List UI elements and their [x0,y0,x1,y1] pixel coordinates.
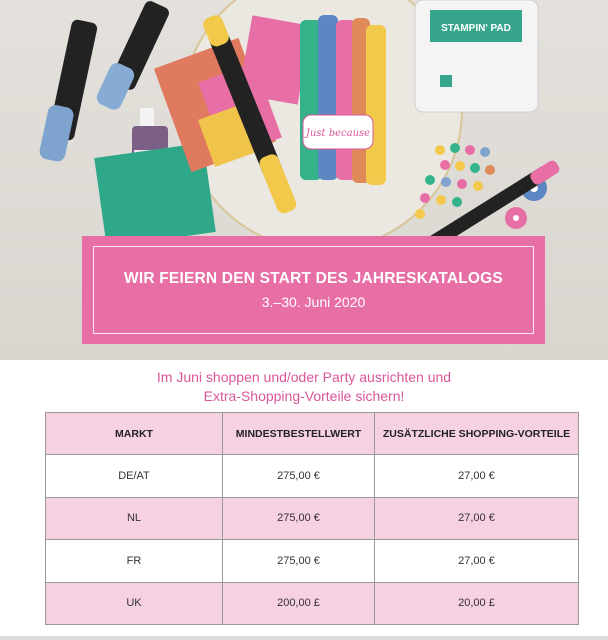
cell-min-order: 275,00 € [223,497,375,540]
blue-strip [318,15,338,180]
blue-marker-2 [94,0,171,112]
cell-min-order: 275,00 € [223,540,375,583]
banner-frame [93,246,534,334]
table-header-row [46,413,579,455]
header-shopping-vorteile: ZUSÄTZLICHE SHOPPING-VORTEILE [375,413,579,455]
cell-market: NL [46,497,223,540]
stamp-pad-label: STAMPIN' PAD [441,23,511,34]
cell-benefit: 20,00 £ [375,582,579,625]
table-row [46,540,579,583]
cell-benefit: 27,00 € [375,540,579,583]
yellow-strip [366,25,386,185]
table-row [46,455,579,498]
banner-date: 3.–30. Juni 2020 [261,294,366,310]
promo-banner [82,236,545,344]
intro-line-1: Im Juni shoppen und/oder Party ausrichten und [156,369,452,385]
intro-text [0,368,608,406]
banner-title: WIR FEIERN DEN START DES JAHRESKATALOGS [124,270,503,287]
table-row [46,497,579,540]
cell-benefit: 27,00 € [375,497,579,540]
bottom-divider [0,636,608,640]
intro-line-2: Extra-Shopping-Vorteile sichern! [203,388,405,404]
header-markt: MARKT [46,413,223,455]
benefits-table [45,412,579,625]
cell-market: DE/AT [46,455,223,498]
cell-market: FR [46,540,223,583]
stamp-pad-logo [440,75,452,87]
header-mindestbestellwert: MINDESTBESTELLWERT [223,413,375,455]
cell-min-order: 200,00 £ [223,582,375,625]
blue-marker-1 [38,19,98,163]
cell-min-order: 275,00 € [223,455,375,498]
table-row [46,582,579,625]
cell-market: UK [46,582,223,625]
cell-benefit: 27,00 € [375,455,579,498]
tag-text: Just because [305,128,371,139]
